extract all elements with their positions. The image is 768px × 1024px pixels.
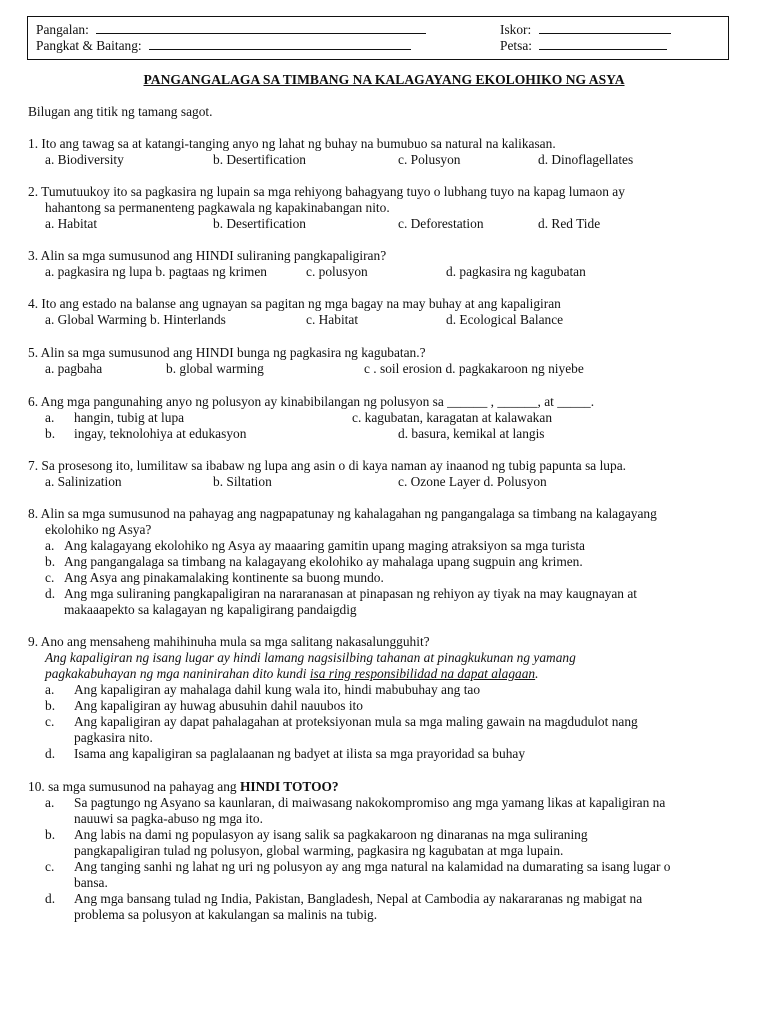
- choice-a-letter: a.: [45, 795, 55, 810]
- choice-b-letter: b.: [45, 827, 56, 842]
- instruction: Bilugan ang titik ng tamang sagot.: [28, 104, 213, 119]
- choice-c-d[interactable]: c . soil erosion d. pagkakaroon ng niyebe: [364, 361, 584, 376]
- choice-d-letter: d.: [45, 586, 56, 601]
- choice-c-letter: c.: [45, 714, 55, 729]
- worksheet-title: PANGANGALAGA SA TIMBANG NA KALAGAYANG EKOLOHIKO NG ASYA: [143, 72, 625, 87]
- date-line: [500, 37, 667, 54]
- quoted-passage: Ang kapaligiran ng isang lugar ay hindi lamang nagsisilbing tahanan at pinagkukunan ng yamang: [45, 650, 576, 665]
- choice-a[interactable]: Ang kapaligiran ay mahalaga dahil kung wala ito, hindi mabubuhay ang tao: [74, 682, 481, 697]
- question-stem: 7. Sa prosesong ito, lumilitaw sa ibabaw ng lupa ang asin o di kaya naman ay inaanod ng tubig papunta sa lupa.: [28, 458, 626, 473]
- choice-c[interactable]: c. Habitat: [306, 312, 359, 327]
- question-stem: 6. Ang mga pangunahing anyo ng polusyon ay kinabibilangan ng polusyon sa ______ , ______, at _____.: [28, 394, 595, 409]
- choice-b-letter: b.: [45, 426, 56, 441]
- choice-b[interactable]: Ang pangangalaga sa timbang na kalagayang ekolohiko ay mahalaga upang sugpuin ang krimen.: [64, 554, 583, 569]
- quoted-passage-text: pagkakabuhayan ng mga naninirahan dito kundi: [45, 666, 310, 681]
- question-stem: 9. Ano ang mensaheng mahihinuha mula sa mga salitang nakasalungguhit?: [28, 634, 430, 649]
- question-2: [28, 184, 744, 232]
- question-7: [28, 458, 744, 490]
- choice-b[interactable]: ingay, teknolohiya at edukasyon: [74, 426, 247, 441]
- choice-d[interactable]: Ang mga bansang tulad ng India, Pakistan, Bangladesh, Nepal at Cambodia ay nakararanas ng mabigat na: [74, 891, 643, 906]
- underlined-phrase: isa ring responsibilidad na dapat alagaan: [309, 666, 536, 681]
- question-9: [28, 634, 744, 762]
- question-5: [28, 345, 744, 377]
- question-10: [28, 779, 744, 923]
- choice-d-letter: d.: [45, 746, 56, 761]
- question-3: [28, 248, 744, 280]
- choice-a-cont[interactable]: nauuwi sa pagka-abuso ng mga ito.: [74, 811, 263, 826]
- section-line: [36, 37, 411, 54]
- choice-c-letter: c.: [45, 570, 55, 585]
- choice-c[interactable]: c. Polusyon: [398, 152, 461, 167]
- choice-a[interactable]: a. pagbaha: [45, 361, 103, 376]
- quoted-passage-cont: [45, 666, 538, 682]
- choice-d-cont[interactable]: problema sa polusyon at kakulangan sa malinis na tubig.: [74, 907, 378, 922]
- choice-c[interactable]: Ang Asya ang pinakamalaking kontinente sa buong mundo.: [64, 570, 384, 585]
- choice-a-b[interactable]: a. pagkasira ng lupa b. pagtaas ng krimen: [45, 264, 267, 279]
- choice-a[interactable]: hangin, tubig at lupa: [74, 410, 185, 425]
- choice-c-cont[interactable]: pagkasira nito.: [74, 730, 153, 745]
- question-stem: [28, 779, 339, 795]
- question-stem: 2. Tumutuukoy ito sa pagkasira ng lupain sa mga rehiyong bahagyang tuyo o lubhang tuyo na kapag lumaon ay: [28, 184, 625, 199]
- choice-b[interactable]: b. Desertification: [213, 216, 306, 231]
- choice-d-cont[interactable]: makaaapekto sa kalagayan ng kapaligirang pandaigdig: [64, 602, 357, 617]
- choice-a-letter: a.: [45, 410, 55, 425]
- choice-d[interactable]: d. Red Tide: [538, 216, 601, 231]
- question-stem: 8. Alin sa mga sumusunod na pahayag ang nagpapatunay ng kahalagahan ng pangangalaga sa timbang na kalagayang: [28, 506, 657, 521]
- question-stem: 4. Ito ang estado na balanse ang ugnayan sa pagitan ng mga bagay na may buhay at ang kapaligiran: [28, 296, 561, 311]
- student-info-box: [27, 16, 729, 60]
- question-stem-bold: HINDI TOTOO?: [239, 779, 339, 794]
- question-stem-text: 10. sa mga sumusunod na pahayag ang: [28, 779, 240, 794]
- choice-d[interactable]: d. Ecological Balance: [446, 312, 564, 327]
- choice-b-letter: b.: [45, 698, 56, 713]
- choice-a[interactable]: Sa pagtungo ng Asyano sa kaunlaran, di maiwasang nakokompromiso ang mga yamang likas at kapaligiran na: [74, 795, 666, 810]
- score-blank[interactable]: [539, 21, 671, 34]
- choice-a-letter: a.: [45, 682, 55, 697]
- score-line: [500, 21, 671, 38]
- score-label: Iskor:: [500, 22, 532, 37]
- choice-d[interactable]: Ang mga suliraning pangkapaligiran na nararanasan at pinapasan ng rehiyon ay tiyak na may kaugnayan at: [64, 586, 637, 601]
- section-label: Pangkat & Baitang:: [36, 38, 142, 53]
- question-8: [28, 506, 744, 618]
- question-stem: 1. Ito ang tawag sa at katangi-tanging anyo ng lahat ng buhay na bumubuo sa natural na kalikasan.: [28, 136, 556, 151]
- choice-c[interactable]: c. Deforestation: [398, 216, 484, 231]
- choice-a[interactable]: a. Biodiversity: [45, 152, 124, 167]
- quoted-passage-end: .: [535, 666, 539, 681]
- choice-d-letter: d.: [45, 891, 56, 906]
- date-blank[interactable]: [539, 37, 667, 50]
- choice-a[interactable]: a. Salinization: [45, 474, 122, 489]
- question-stem: 5. Alin sa mga sumusunod ang HINDI bunga ng pagkasira ng kagubatan.?: [28, 345, 426, 360]
- choice-b[interactable]: b. Siltation: [213, 474, 272, 489]
- question-stem-cont: ekolohiko ng Asya?: [45, 522, 152, 537]
- choice-a[interactable]: Ang kalagayang ekolohiko ng Asya ay maaaring gamitin upang maging atraksiyon sa mga turista: [64, 538, 585, 553]
- date-label: Petsa:: [500, 38, 532, 53]
- choice-b[interactable]: b. global warming: [166, 361, 264, 376]
- choice-c-cont[interactable]: bansa.: [74, 875, 108, 890]
- choice-c[interactable]: Ang kapaligiran ay dapat pahalagahan at proteksiyonan mula sa mga maling gawain na magdudulot nang: [74, 714, 638, 729]
- choice-a[interactable]: a. Habitat: [45, 216, 98, 231]
- name-line: [36, 21, 426, 38]
- choice-c[interactable]: c. polusyon: [306, 264, 368, 279]
- choice-b[interactable]: Ang kapaligiran ay huwag abusuhin dahil nauubos ito: [74, 698, 363, 713]
- section-blank[interactable]: [149, 37, 411, 50]
- choice-b-cont[interactable]: pangkapaligiran tulad ng polusyon, global warming, pagkasira ng kagubatan at mga lupain.: [74, 843, 564, 858]
- name-blank[interactable]: [96, 21, 426, 34]
- question-4: [28, 296, 744, 328]
- question-1: [28, 136, 744, 168]
- choice-a-letter: a.: [45, 538, 55, 553]
- choice-a-b[interactable]: a. Global Warming b. Hinterlands: [45, 312, 226, 327]
- choice-c[interactable]: Ang tanging sanhi ng lahat ng uri ng polusyon ay ang mga natural na kalamidad na dumarating sa isang lugar o: [74, 859, 671, 874]
- name-label: Pangalan:: [36, 22, 89, 37]
- question-6: [28, 394, 744, 442]
- choice-d[interactable]: Isama ang kapaligiran sa paglalaanan ng badyet at ilista sa mga prayoridad sa buhay: [74, 746, 526, 761]
- choice-d[interactable]: d. Dinoflagellates: [538, 152, 634, 167]
- choice-d[interactable]: d. basura, kemikal at langis: [398, 426, 545, 441]
- choice-b[interactable]: Ang labis na dami ng populasyon ay isang salik sa pagkakaroon ng dinaranas na mga suliraning: [74, 827, 588, 842]
- question-stem: 3. Alin sa mga sumusunod ang HINDI suliraning pangkapaligiran?: [28, 248, 387, 263]
- choice-b-letter: b.: [45, 554, 56, 569]
- choice-c-d[interactable]: c. Ozone Layer d. Polusyon: [398, 474, 547, 489]
- question-stem-cont: hahantong sa permanenteng pagkawala ng kapakinabangan nito.: [45, 200, 390, 215]
- choice-d[interactable]: d. pagkasira ng kagubatan: [446, 264, 586, 279]
- choice-c-letter: c.: [45, 859, 55, 874]
- choice-c[interactable]: c. kagubatan, karagatan at kalawakan: [352, 410, 553, 425]
- choice-b[interactable]: b. Desertification: [213, 152, 306, 167]
